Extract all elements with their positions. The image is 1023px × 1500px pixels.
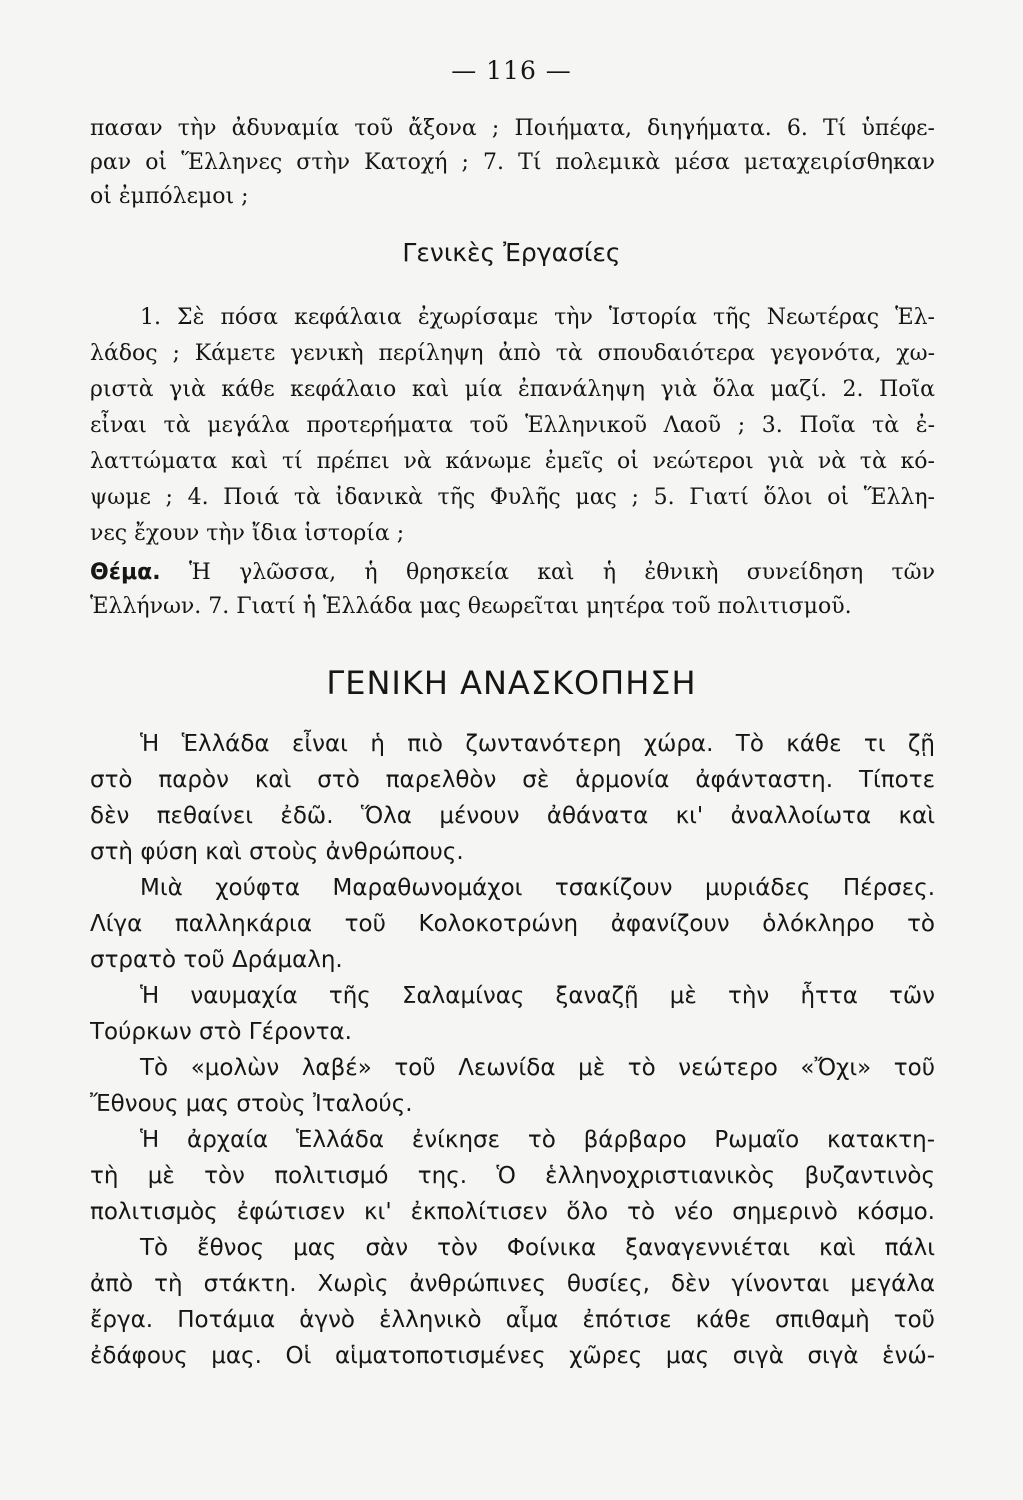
section-heading-overview: ΓΕΝΙΚΗ ΑΝΑΣΚΟΠΗΣΗ [326, 664, 697, 702]
text-line: πολιτισμὸς ἐφώτισεν κι' ἐκπολίτισεν ὅλο τὸ νέο σημερινὸ κόσμο. [90, 1199, 935, 1225]
text-line: ψωμε ; 4. Ποιά τὰ ἰδανικὰ τῆς Φυλῆς μας ; 5. Γιατί ὅλοι οἱ Ἕλλη- [90, 485, 935, 510]
text-line: τὴ μὲ τὸν πολιτισμό της. Ὁ ἑλληνοχριστιανικὸς βυζαντινὸς [90, 1163, 935, 1189]
section-heading-general-works: Γενικὲς Ἐργασίες [402, 238, 621, 267]
text-line: στρατὸ τοῦ Δράμαλη. [90, 947, 343, 973]
theme-paragraph [90, 556, 935, 624]
text-line: Τούρκων στὸ Γέροντα. [90, 1019, 352, 1045]
text-line: Λίγα παλληκάρια τοῦ Κολοκοτρώνη ἀφανίζουν ὁλόκληρο τὸ [90, 911, 935, 937]
text-line: λαττώματα καὶ τί πρέπει νὰ κάνωμε ἐμεῖς οἱ νεώτεροι γιὰ νὰ τὰ κό- [90, 449, 935, 474]
general-works-paragraph [90, 300, 935, 552]
text-line: ἀπὸ τὴ στάκτη. Χωρὶς ἀνθρώπινες θυσίες, δὲν γίνονται μεγάλα [90, 1271, 935, 1297]
text-line: στὸ παρὸν καὶ στὸ παρελθὸν σὲ ἁρμονία ἀφάνταστη. Τίποτε [90, 767, 935, 793]
text-line: στὴ φύση καὶ στοὺς ἀνθρώπους. [90, 839, 464, 865]
text-line: δὲν πεθαίνει ἐδῶ. Ὅλα μένουν ἀθάνατα κι' ἀναλλοίωτα καὶ [90, 803, 935, 829]
text-line: Ἔθνους μας στοὺς Ἰταλούς. [90, 1091, 413, 1117]
text-line: εἶναι τὰ μεγάλα προτερήματα τοῦ Ἑλληνικοῦ Λαοῦ ; 3. Ποῖα τὰ ἐ- [90, 413, 935, 438]
text-line: Ἑλλήνων. 7. Γιατί ἡ Ἑλλάδα μας θεωρεῖται μητέρα τοῦ πολιτισμοῦ. [90, 594, 852, 619]
text-line: Ἡ ναυμαχία τῆς Σαλαμίνας ξαναζῇ μὲ τὴν ἧττα τῶν [140, 983, 935, 1009]
theme-text: Ἡ γλῶσσα, ἡ θρησκεία καὶ ἡ ἐθνικὴ συνείδηση τῶν [188, 560, 935, 585]
text-line: Ἡ ἀρχαία Ἑλλάδα ἐνίκησε τὸ βάρβαρο Ρωμαῖο κατακτη- [140, 1127, 935, 1153]
overview-paragraph [90, 726, 935, 1374]
text-line: Τὸ «μολὼν λαβέ» τοῦ Λεωνίδα μὲ τὸ νεώτερο «Ὄχι» τοῦ [140, 1055, 935, 1081]
text-line: ἐδάφους μας. Οἱ αἱματοποτισμένες χῶρες μας σιγὰ σιγὰ ἑνώ- [90, 1343, 935, 1369]
text-line: λάδος ; Κάμετε γενικὴ περίληψη ἀπὸ τὰ σπουδαιότερα γεγονότα, χω- [90, 341, 935, 366]
intro-paragraph [90, 112, 935, 214]
text-line: Τὸ ἔθνος μας σὰν τὸν Φοίνικα ξαναγεννιέται καὶ πάλι [140, 1235, 935, 1261]
text-line: ραν οἱ Ἕλληνες στὴν Κατοχή ; 7. Τί πολεμικὰ μέσα μεταχειρίσθηκαν [90, 150, 935, 175]
theme-label: Θέμα. [90, 560, 161, 585]
text-line [90, 556, 935, 590]
text-line: νες ἔχουν τὴν ἴδια ἱστορία ; [90, 521, 405, 546]
text-line: 1. Σὲ πόσα κεφάλαια ἐχωρίσαμε τὴν Ἱστορία τῆς Νεωτέρας Ἑλ- [140, 305, 935, 330]
text-line: Ἡ Ἑλλάδα εἶναι ἡ πιὸ ζωντανότερη χώρα. Τὸ κάθε τι ζῇ [140, 731, 935, 757]
text-line: ἔργα. Ποτάμια ἁγνὸ ἑλληνικὸ αἷμα ἐπότισε κάθε σπιθαμὴ τοῦ [90, 1307, 935, 1333]
text-line: πασαν τὴν ἀδυναμία τοῦ ἄξονα ; Ποιήματα, διηγήματα. 6. Τί ὑπέφε- [90, 116, 935, 141]
page-number: — 116 — [451, 56, 572, 85]
text-line: Μιὰ χούφτα Μαραθωνομάχοι τσακίζουν μυριάδες Πέρσες. [140, 875, 935, 901]
text-line: οἱ ἐμπόλεμοι ; [90, 184, 249, 209]
text-line: ριστὰ γιὰ κάθε κεφάλαιο καὶ μία ἐπανάληψη γιὰ ὅλα μαζί. 2. Ποῖα [90, 377, 935, 402]
